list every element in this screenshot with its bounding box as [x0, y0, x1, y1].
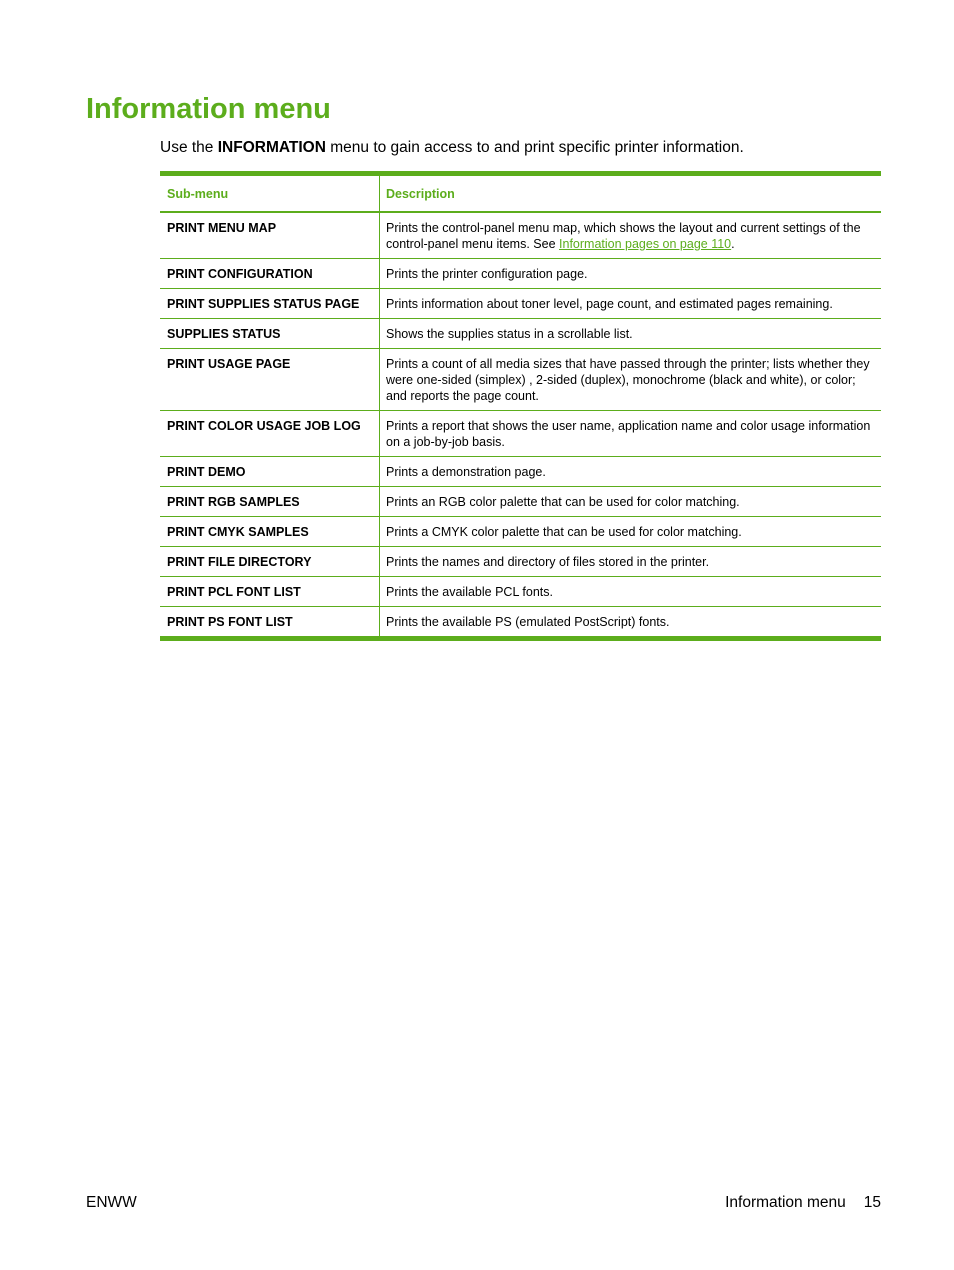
description-cell: Prints a demonstration page. — [380, 457, 882, 487]
table-row — [160, 259, 881, 289]
description-cell: Prints a report that shows the user name, application name and color usage information on a job-by-job basis. — [380, 411, 882, 457]
intro-text-after: menu to gain access to and print specific printer information. — [325, 139, 744, 156]
table-row — [160, 547, 881, 577]
description-cell: Shows the supplies status in a scrollable list. — [380, 319, 882, 349]
submenu-cell: PRINT USAGE PAGE — [160, 349, 380, 411]
intro-paragraph — [160, 138, 744, 158]
description-cell: Prints a count of all media sizes that have passed through the printer; lists whether they were one-sided (simplex) , 2-sided (duplex), monochrome (black and white), or color; and reports the page count. — [380, 349, 882, 411]
footer-section-title: Information menu — [725, 1194, 846, 1211]
description-text: Prints the control-panel menu map, which shows the layout and current settings of the control-panel menu items. See — [386, 221, 861, 251]
table-row — [160, 289, 881, 319]
table-row — [160, 607, 881, 639]
submenu-cell: PRINT RGB SAMPLES — [160, 487, 380, 517]
page-title: Information menu — [86, 93, 331, 125]
table-row — [160, 212, 881, 259]
table-row — [160, 517, 881, 547]
submenu-cell: PRINT PS FONT LIST — [160, 607, 380, 639]
description-cell: Prints the names and directory of files stored in the printer. — [380, 547, 882, 577]
submenu-cell: PRINT CONFIGURATION — [160, 259, 380, 289]
description-cell: Prints an RGB color palette that can be used for color matching. — [380, 487, 882, 517]
intro-menu-name: INFORMATION — [217, 139, 326, 156]
submenu-cell: PRINT CMYK SAMPLES — [160, 517, 380, 547]
description-cell: Prints a CMYK color palette that can be used for color matching. — [380, 517, 882, 547]
submenu-cell: PRINT COLOR USAGE JOB LOG — [160, 411, 380, 457]
column-header-description: Description — [380, 174, 882, 213]
table-row — [160, 319, 881, 349]
description-cell: Prints the printer configuration page. — [380, 259, 882, 289]
information-pages-link[interactable]: Information pages on page 110 — [559, 237, 732, 251]
submenu-cell: PRINT MENU MAP — [160, 212, 380, 259]
description-cell — [380, 212, 882, 259]
table-header-row — [160, 174, 881, 213]
table-row — [160, 349, 881, 411]
information-menu-table — [160, 171, 881, 641]
description-text-end: . — [731, 237, 735, 251]
footer-section — [725, 1193, 881, 1213]
submenu-cell: PRINT SUPPLIES STATUS PAGE — [160, 289, 380, 319]
description-cell: Prints the available PS (emulated PostScript) fonts. — [386, 615, 670, 629]
submenu-cell: PRINT DEMO — [160, 457, 380, 487]
table-row — [160, 411, 881, 457]
intro-text-before: Use the — [160, 139, 218, 156]
description-cell: Prints the available PCL fonts. — [380, 577, 882, 607]
table-row — [160, 577, 881, 607]
page-number: 15 — [863, 1194, 881, 1211]
submenu-cell: PRINT PCL FONT LIST — [160, 577, 380, 607]
submenu-cell: SUPPLIES STATUS — [160, 319, 380, 349]
table-row — [160, 487, 881, 517]
description-cell: Prints information about toner level, page count, and estimated pages remaining. — [380, 289, 882, 319]
submenu-cell: PRINT FILE DIRECTORY — [160, 547, 380, 577]
column-header-submenu: Sub-menu — [160, 174, 380, 213]
footer-doc-code: ENWW — [86, 1194, 137, 1211]
table-row — [160, 457, 881, 487]
